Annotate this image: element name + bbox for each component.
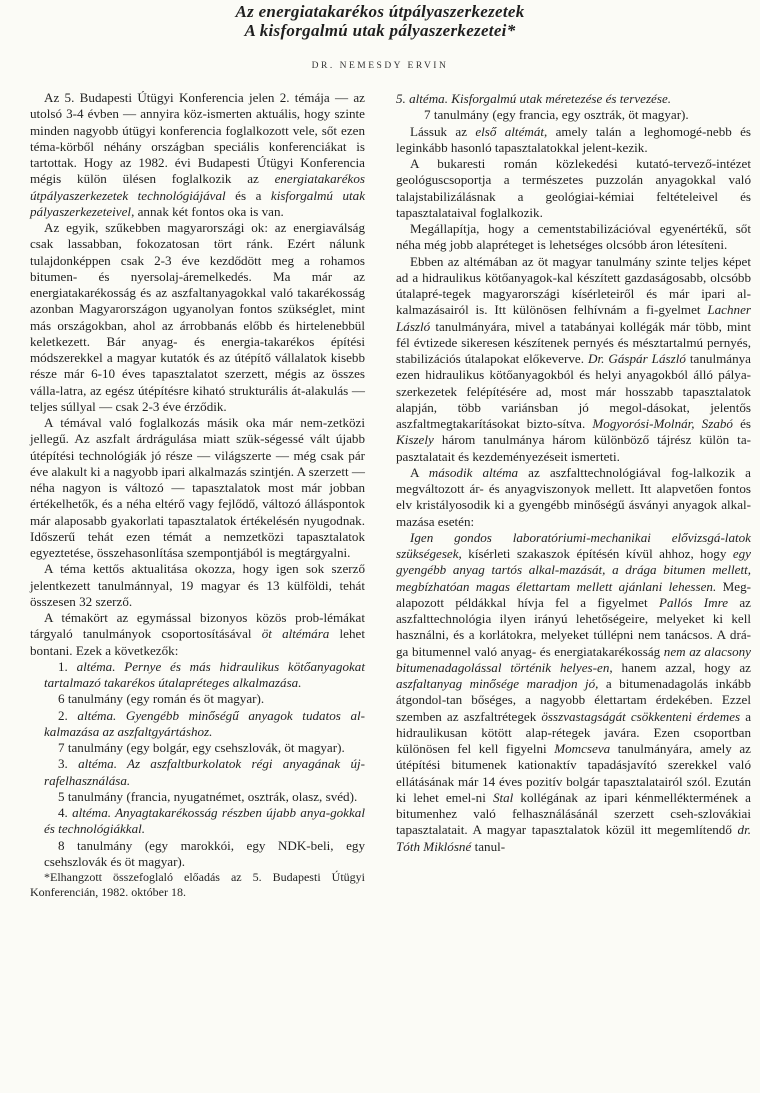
text-run: és xyxy=(732,416,751,431)
text-line: 8 tanulmány (egy marokkói, egy NDK-beli, egy csehszlovák és öt magyar). xyxy=(44,837,365,869)
right-column xyxy=(396,91,751,855)
text-run: Ebben az altémában az öt magyar tanulmány szinte teljes képet ad a hidraulikus kötőanyagok-kal készített gazdaságosabb, olcsóbb útalapré-tegek magyarországi kísérleteiről és már ipari al-kalmazásairól is. Itt különösen felhívnám a fi-gyelmet xyxy=(396,253,751,318)
text-run: energiatakarékos útpályaszerkezetek technológiájával xyxy=(30,171,365,203)
paragraph-subtopics xyxy=(30,610,365,659)
text-run: Momcseva xyxy=(554,741,611,756)
paragraph-authors: A téma kettős aktualitása okozza, hogy igen sok szerző jelentkezett tanulmánnyal, 19 magyar és 13 külföldi, tehát összesen 32 szerző. xyxy=(30,561,365,609)
text-run: az aszfalttechnológiával fog-lalkozik a megváltozott ár- és anyagviszonyok mellett. Itt alapvetően fontos elv kristályosodik ki a gyengébb minőségű ásványi anyagok alkal-mazása esetén: xyxy=(396,464,751,529)
text-run: Az 5. Budapesti Útügyi Konferencia jelen 2. témája — az utolsó 3-4 évben — annyira köz-ismerten aktuális, hogy szinte minden nagyobb útügyi konferencia foglalkozott vele, sőt ezen téma-körből néhány országban speciális konferenciákat is tartottak. Hogy az 1982. évi Budapesti Útügyi Konferencia mégis külön ülésen foglalkozik az xyxy=(30,90,365,187)
paragraph-bucharest: A bukaresti román közlekedési kutató-tervező-intézet geológuscsoportja a természetes puzzolán anyagokkal való talajstabilizálásnak a geológiai-kémiai feltételeivel és tapasztalataival foglalkozik. xyxy=(396,156,751,220)
list-item xyxy=(30,708,365,757)
text-run: második altéma xyxy=(428,464,519,480)
text-run: Mogyorósi-Molnár, Szabó xyxy=(592,416,733,431)
text-run: kisforgalmú utak pályaszerkezeteivel xyxy=(30,187,366,219)
text-run: tanulmánya ezen hidraulikus kötőanyagokból és helyi anyagokból álló pálya-szerkezetek felépítésére ad, most már hosszabb tapasztalatok alapján, több variánsban jó megol-dásokat, jelentős aszfaltmegtakarításokat bizto-sítva. xyxy=(396,351,751,431)
text-run: 2. xyxy=(58,707,68,723)
text-run: nem az alacsony bitumenadagolással történik helyes-en, xyxy=(396,643,751,675)
text-run: altéma. Gyengébb minőségű anyagok tudatos al-kalmazása az aszfaltgyártáshoz. xyxy=(44,707,365,739)
list-item xyxy=(30,756,365,805)
text-run: Kiszely xyxy=(396,432,434,448)
text-run: Stal xyxy=(492,789,514,805)
text-run: Meg-alapozott példákkal hívja fel a figyelmet xyxy=(396,578,751,610)
text-run: aszfaltanyag minősége maradjon jó, xyxy=(396,676,599,691)
text-run: A xyxy=(410,464,429,480)
paragraph-second-subtopic xyxy=(396,465,751,530)
text-run: 3. xyxy=(58,756,68,772)
list-item-5-detail: 7 tanulmány (egy francia, egy osztrák, öt magyar). xyxy=(424,107,689,123)
title-line-1: Az energiatakarékos útpályaszerkezetek xyxy=(235,2,525,21)
footnote: *Elhangzott összefoglaló előadás az 5. Budapesti Útügyi Konferencián, 1982. október 18. xyxy=(30,870,365,899)
paragraph-first-subtopic xyxy=(396,124,751,157)
list-item xyxy=(30,805,365,870)
text-run: és a xyxy=(225,187,271,203)
text-run: tanulmányára, amely az útépítési bitumenek kationaktív tapadásjavító szerekkel való ellátásának már 14 éves pozitív bolgár tapasztalatairól szól. Ezután ki lehet emel-ni xyxy=(396,741,751,805)
text-run: dr. Tóth Miklósné xyxy=(396,822,751,854)
paragraph-hungarian-studies xyxy=(396,254,751,465)
text-run: tanul- xyxy=(471,838,506,854)
text-run: Lachner László xyxy=(396,302,751,334)
text-run: a bitumenadagolás inkább átgondol-tan bőséges, a nagyobb élettartam érdekében. Ezzel szemben az aszfaltrétegek xyxy=(396,676,751,724)
text-run: A témakört az egymással bizonyos közös prob-lémákat tárgyaló tanulmányok csoportosításával xyxy=(30,610,365,642)
text-run: Dr. Gáspár László xyxy=(588,351,686,366)
paragraph-finding: Megállapítja, hogy a cementstabilizációval egyenértékű, sőt néha még jobb alapréteget is lehetséges olcsóbb áron létesíteni. xyxy=(396,221,751,253)
text-run: kollégának az ipari kénmelléktermének a bitumenhez való felhasználásánál szerzett cseh-szlovákiai tapasztalatait. A magyar tapasztalatok közül itt megemlítendő xyxy=(396,789,751,838)
paragraph-reason-2: A témával való foglalkozás másik oka már nem-zetközi jellegű. Az aszfalt árdrágulása miatt szük-ségessé vált újabb útépítési technológiák jó része — világszerte — még csak pár éve alakult ki a nagyobb ipari alkalmazás szintjén. A szerzett — néha nagyon is változó — tapasztalatok most már jobban értékelhetők, és a néha eltérő vagy fejlődő, változó álláspontok már alaposabb gyakorlati tapasztalatok értékelésén nyugodnak. Időszerű tehát ezen témát a nemzetközi tapasztalatok egyeztetése, összehasonlítása szempontjából is megtárgyalni. xyxy=(30,415,365,560)
text-run: egy gyengébb anyag tartós alkal-mazását, a drága bitumen mellett, megbízhatóan magas élettartam mellett ajánlani lehessen. xyxy=(396,546,751,594)
left-column xyxy=(30,90,365,900)
text-run: , annak két fontos oka is van. xyxy=(131,203,284,219)
text-line xyxy=(30,708,365,741)
text-run: az aszfalttechnológia ilyen irányú lehetőségeire, melyeket ki kell használni, és a korlátokra, melyeket túllépni nem tanácsos. A drá-ga bitumennel való anyag- és energiatakarékosság xyxy=(396,594,751,659)
text-run: tanulmányára, mivel a tatabányai kollégák már több, mint fél évtizede sikeresen készítenek pernyés és mésztartalmú pernyés, stabilizációs útalapokat előkeverve. xyxy=(396,318,751,366)
text-line: 5 tanulmány (francia, nyugatnémet, osztrák, olasz, svéd). xyxy=(58,788,358,804)
text-run: altéma. Pernye és más hidraulikus kötőanyagokat tartalmazó takarékos útalapréteges alkalmazása. xyxy=(44,658,365,690)
text-run: összvastagságát csökkenteni érdemes xyxy=(541,708,741,724)
text-line: 6 tanulmány (egy román és öt magyar). xyxy=(58,691,265,707)
article-title xyxy=(0,2,760,40)
text-run: 1. xyxy=(58,658,68,674)
text-run: első altémát xyxy=(475,123,545,139)
paragraph-reason-1: Az egyik, szűkebben magyarországi ok: az energiaválság csak lassabban, fokozatosan tört ránk. Ezért nálunk tulajdonképpen csak 2-3 éve kezdődött meg a rohamos bitumen- és nyersolaj-áremelkedés. Ma már az energiatakarékosság és az aszfaltanyagokkal való takarékosság azonban Magyarországon ugyanolyan fontos szükséglet, mint más országokban, ahol az árrobbanás előbb és hirtelenebbül keletkezett. Bár anyag- és energia-takarékos építési módszerekkel a magyar kutatók és az útépítő vállalatok kisebb része már 6-10 éves tapasztalatot szerzett, mégis az összes válla-latra, az egész útépítésre kiható strukturális át-alakulás — teljes súllyal — csak 2-3 éve érződik. xyxy=(30,220,365,414)
text-run: Lássuk az xyxy=(410,123,476,139)
text-line: 7 tanulmány (egy bolgár, egy csehszlovák, öt magyar). xyxy=(58,740,345,755)
text-run: altéma. Anyagtakarékosság részben újabb anya-gokkal és technológiákkal. xyxy=(44,805,365,837)
text-line xyxy=(30,659,365,692)
list-item-5-title: 5. altéma. Kisforgalmú utak méretezése és tervezése. xyxy=(396,91,672,106)
text-run: 4. xyxy=(58,805,68,820)
text-run: Igen gondos laboratóriumi-mechanikai elővizsgá-latok szükségesek, xyxy=(396,529,751,561)
text-run: három tanulmánya három különböző tájrész külön ta-pasztalatait és kezdeményezéseit ismerteti. xyxy=(396,432,751,464)
text-run: öt altémára xyxy=(261,626,330,642)
author-name: DR. NEMESDY ERVIN xyxy=(311,61,449,71)
list-item xyxy=(30,659,365,708)
text-run: , amely talán a leghomogé-nebb és leginkább hasonló tapasztalatokkal jelent-kezik. xyxy=(396,123,752,155)
title-line-2: A kisforgalmú utak pályaszerkezetei* xyxy=(244,21,516,40)
text-run: Pallós Imre xyxy=(658,594,729,610)
text-run: altéma. Az aszfaltburkolatok régi anyagának új-rafelhasználása. xyxy=(44,756,365,788)
paragraph-lab-tests xyxy=(396,530,751,855)
subtopic-list xyxy=(30,659,365,870)
text-run: hanem azzal, hogy az xyxy=(612,659,751,675)
text-run: lehet bontani. Ezek a következők: xyxy=(30,626,365,658)
text-line xyxy=(30,756,365,789)
text-line xyxy=(30,805,365,838)
text-run: a hidraulikusan kötött alap-rétegek javára. Ezen csoportban különösen fel kell figyelni xyxy=(396,708,752,756)
text-run: kísérleti szakaszok építésén kívül ahhoz, hogy xyxy=(461,546,733,561)
paragraph-intro xyxy=(30,90,365,220)
